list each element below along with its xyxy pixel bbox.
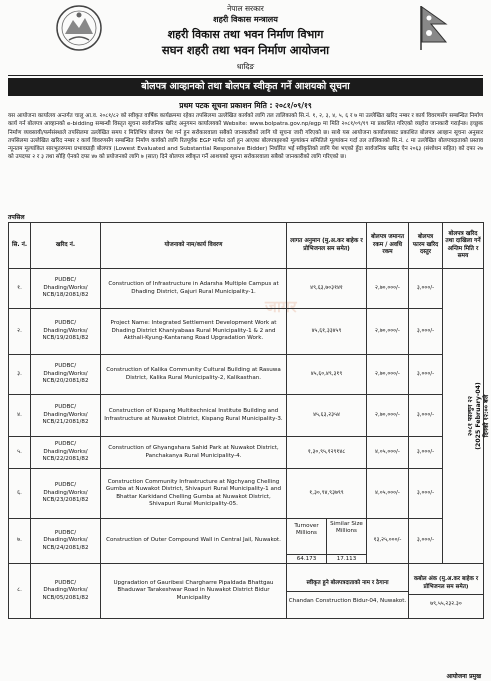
row-contract: PUDBC/ Dhading/Works/ NCB/22/2081/82 — [31, 437, 101, 469]
deadline-cell — [443, 269, 490, 564]
amount-cell — [409, 564, 484, 619]
tapasil-label: तपसिल — [8, 214, 25, 221]
row-bond: २,७०,०००/- — [367, 309, 409, 355]
row-cost: १,३०,९५,१२९१४८ — [287, 437, 367, 469]
col-bond: बोलपत्र जमानत रकम / अवधि रकम — [367, 223, 409, 269]
row-name: Construction of Outer Compound Wall in Central Jail, Nuwakot. — [101, 519, 287, 564]
row-bond: ४,०५,०००/- — [367, 437, 409, 469]
deadline-date: २०८१ फाल्गुन २२ — [466, 395, 474, 436]
row-sn: ३. — [9, 355, 31, 395]
row-fee: ३,०००/- — [409, 355, 443, 395]
row-fee: ३,०००/- — [409, 469, 443, 519]
location-line: धादिङ — [236, 62, 255, 71]
turnover-value: 64.173 — [287, 554, 326, 563]
bidder-value: Chandan Construction Bidur-04, Nuwakot. — [288, 597, 407, 604]
turnover-cell — [287, 519, 326, 563]
col-contract: खरिद नं. — [31, 223, 101, 269]
notice-body — [8, 112, 483, 162]
row-name: Construction Community Infrastructure at Ngchyang Chelling Gumba at Nuwakot District, Shivapuri Rural Municipality-1 and Bhattar Karkidand Chelling Gumba at Nuwakot District, Shivapuri Rural Municipality-05. — [101, 469, 287, 519]
bidder-cell — [287, 564, 409, 619]
row-contract: PUDBC/ Dhading/Works/ NCB/21/2081/82 — [31, 395, 101, 437]
col-fee: बोलपत्र फारम खरिद दस्तुर — [409, 223, 443, 269]
row-contract: PUDBC/ Dhading/Works/ NCB/19/2081/82 — [31, 309, 101, 355]
row-cost: ४५,६३,२३५४ — [287, 395, 367, 437]
ministry-line: शहरी विकास मन्त्रालय — [213, 15, 278, 24]
row-contract: PUDBC/ Dhading/Works/ NCB/05/2081/82 — [31, 564, 101, 619]
row-contract: PUDBC/ Dhading/Works/ NCB/23/2081/82 — [31, 469, 101, 519]
row-name: Construction of Kispang Multitechnical Institute Building and Infrastructure at Nuwakot District, Kispang Rural Municipality-3. — [101, 395, 287, 437]
amount-value: ७९,५५,२३२.३० — [430, 601, 462, 608]
deadline-time: दिनको १२:०० बजे — [482, 394, 490, 438]
qualification-split — [287, 519, 366, 563]
row-contract: PUDBC/ Dhading/Works/ NCB/24/2081/82 — [31, 519, 101, 564]
table-row — [9, 355, 484, 395]
row-contract: PUDBC/ Dhading/Works/ NCB/20/2081/82 — [31, 355, 101, 395]
table-row — [9, 564, 484, 619]
similar-label: Similar Size Millions — [330, 521, 363, 535]
col-cost: लागत अनुमान (मु.अ.कर बाहेक र प्रोभिजनल सम समेत) — [287, 223, 367, 269]
row-bond: ४,०५,०००/- — [367, 469, 409, 519]
row-cost: ४५,६१,३३४५९ — [287, 309, 367, 355]
row-name: Construction of Infrastructure in Adarsha Multiple Campus at Dhading District, Gajuri Rural Municipality-1. — [101, 269, 287, 309]
row-name: Construction of Ghyangshara Sahid Park at Nuwakot District, Panchakanya Rural Municipality-4. — [101, 437, 287, 469]
gov-line: नेपाल सरकार — [227, 4, 264, 13]
row-fee: ३,०००/- — [409, 395, 443, 437]
row-sn: ८. — [9, 564, 31, 619]
row-name: Upgradation of Gauribesi Chargharre Pipaldada Bhattgau Bhaduwar Tarakeshwar Road in Nuwakot District Bidur Municipality — [101, 564, 287, 619]
bid-table — [8, 222, 490, 619]
notice-paragraph: यस आयोजना कार्यालय अन्तर्गत चालु आ.व. २०८१/८२ को स्वीकृत वार्षिक कार्यक्रममा रहेका तपसिलमा उल्लेखित कार्यको लागि तल तालिकाको सि.नं. १, २, ३, ४, ५, ६ र ७ मा उल्लेखित खरिद नम्बर र कार्य विवरणसँग सम्बन्धित निर्माण कार्य गर्न बोलपत्र आव्हानको e-bidding सम्बन्धी विस्तृत सूचना सार्वजनिक खरिद अनुगमन कार्यालयको Website: www.bolpatra.gov.np/egp मा मिति २०८१/०९/१९ मा प्रकाशित गरिएको व्यहोरा जानकारी गराईन्छ। इच्छुक निर्माण व्यवसायी/फर्मसंस्थाले तपसिलमा उल्लेखित समय र मितिभित्र बोलपत्र पेश गर्न हुन सरोकारवाला सबैको जानकारीको लागि यो सूचना जारी गरिएको छ। साथै यस आयोजना कार्यालयबाट प्रकाशित बोलपत्र आव्हान सूचना अनुसार तपसिलमा उल्लेखित खरिद नम्बर र कार्य विवरणसँग सम्बन्धित निर्माण कार्यको लागि रितपूर्वक EGP मार्फत दर्ता हुन आएका बोलपत्रहरुको मूल्यांकन समितिले मूल्यांकन गर्दा तल तालिकाको सि.नं. ८ मा उल्लेखित बोलपत्रदाताको प्रस्ताव न्यूनतम मूल्यांकित सारभूतरुपमा प्रभावग्राही बोलपत्र (Lowest Evaluated and Substantial Responsive Bidder) निर्धारित भई स्वीकृतिको लागि पेश भएको हुँदा सार्वजनिक खरिद ऐन २०६३ (संशोधन सहित) को दफा २७ को उपदफा २ र ३ तथा सोहि ऐनको दफा ४७ को प्रयोजनको लागि ७ (सात) दिने बोलपत्र स्वीकृत गर्ने आशयको सूचना सरोकारवाला सबैको जानकारीको लागि गरिएको छ। — [8, 113, 483, 161]
row-bond: २,७०,०००/- — [367, 395, 409, 437]
similar-cell — [326, 519, 366, 563]
table-header-row — [9, 223, 484, 269]
row-sn: ४. — [9, 395, 31, 437]
table-row — [9, 469, 484, 519]
row-fee: ३,०००/- — [409, 519, 443, 564]
row-sn: २. — [9, 309, 31, 355]
row-contract: PUDBC/ Dhading/Works/ NCB/18/2081/82 — [31, 269, 101, 309]
turnover-label: Turnover Millions — [294, 523, 319, 537]
department-line: शहरी विकास तथा भवन निर्माण विभाग — [167, 28, 324, 41]
row-sn: ७. — [9, 519, 31, 564]
row-cost: ४५,६०,४९,३१९ — [287, 355, 367, 395]
table-row — [9, 395, 484, 437]
row-fee: ३,०००/- — [409, 269, 443, 309]
similar-value: 17.113 — [327, 554, 366, 563]
row-sn: ६. — [9, 469, 31, 519]
watermark: जागर — [265, 297, 297, 316]
amount-header: कबोल अंक (मु.अ.कर बाहेक र प्रोभिजनल सम समेत) — [409, 573, 483, 595]
row-name: Project Name: Integrated Settlement Development Work at Dhading District Khaniyabaas Rural Municipality-1 & 2 and Akthali-Kyung-Kantarang Road Upgradation Work. — [101, 309, 287, 355]
table-row — [9, 309, 484, 355]
col-sn: सि. नं. — [9, 223, 31, 269]
row-bond: १३,२५,०००/- — [367, 519, 409, 564]
row-bond: २,७०,०००/- — [367, 269, 409, 309]
row-fee: ३,०००/- — [409, 309, 443, 355]
publication-date: प्रथम पटक सूचना प्रकाशन मिति : २०८१/०९/१९ — [179, 101, 312, 110]
signature-label: आयोजना प्रमुख — [446, 673, 481, 680]
bidder-header: स्वीकृत हुने बोलपत्रदाताको नाम र ठेगाना — [287, 577, 408, 591]
row-sn: ५. — [9, 437, 31, 469]
table-row — [9, 269, 484, 309]
header-divider — [8, 75, 483, 76]
row-qualification — [287, 519, 367, 564]
row-cost: १,३०,९४,९३७९९ — [287, 469, 367, 519]
table-row — [9, 437, 484, 469]
deadline-text — [467, 382, 491, 450]
row-cost: ४९,६३,७०३१४१ — [287, 269, 367, 309]
row-name: Construction of Kalika Community Cultural Building at Rasuwa District, Kalika Rural Municipality-2, Kalikasthan. — [101, 355, 287, 395]
project-line: सघन शहरी तथा भवन निर्माण आयोजना — [161, 43, 330, 57]
row-fee: ३,०००/- — [409, 437, 443, 469]
table-row — [9, 519, 484, 564]
row-bond: २,७०,०००/- — [367, 355, 409, 395]
col-name: योजनाको नाम/कार्य विवरण — [101, 223, 287, 269]
deadline-date-en: (2025 February-04) — [474, 382, 482, 450]
notice-title-banner: बोलपत्र आव्हानको तथा बोलपत्र स्वीकृत गर्ने आशयको सूचना — [8, 78, 483, 96]
row-sn: १. — [9, 269, 31, 309]
col-deadline: बोलपत्र खरिद तथा दाखिला गर्ने अन्तिम मिति र समय — [443, 223, 484, 269]
